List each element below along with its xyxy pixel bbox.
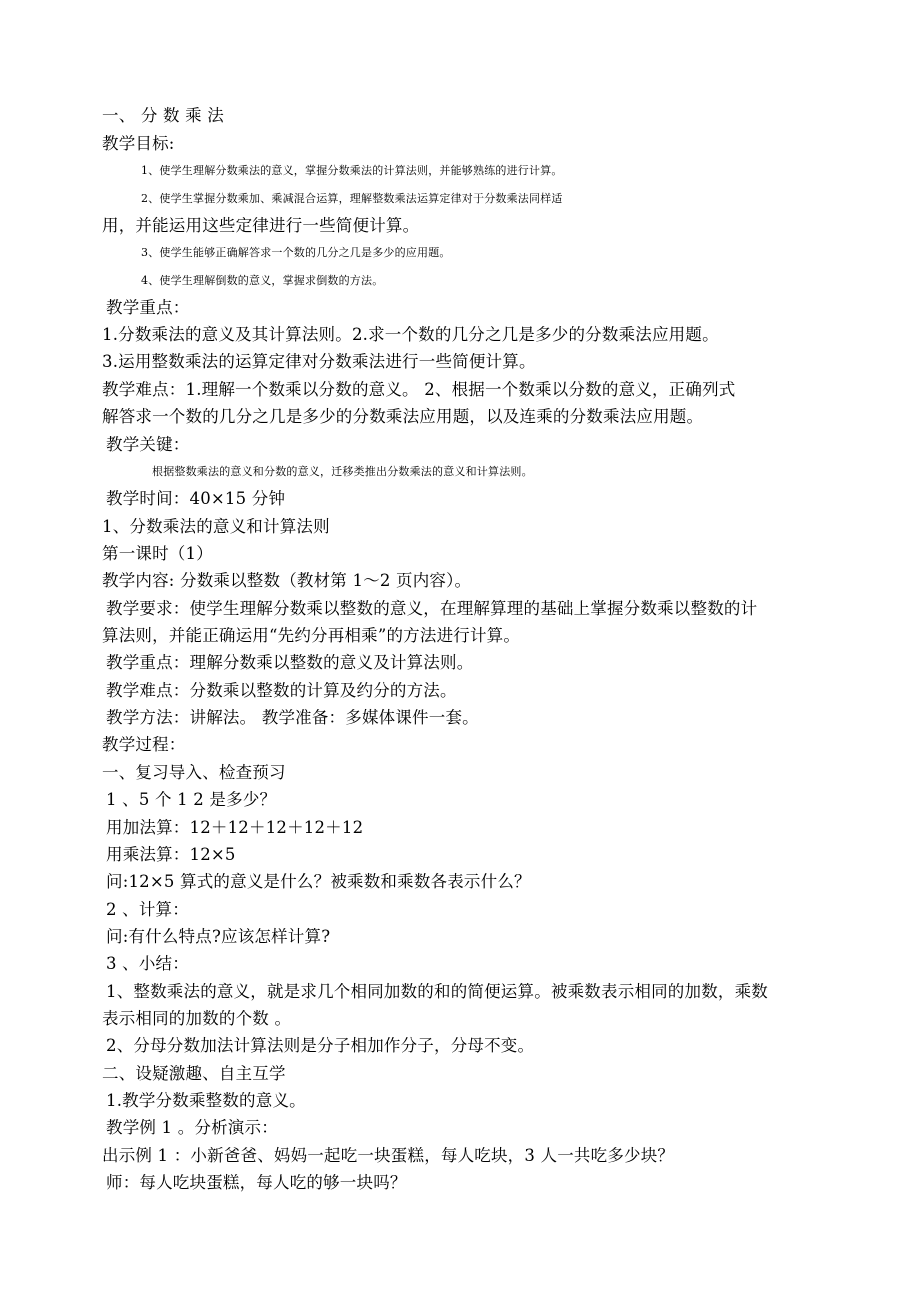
lesson-title: 第一课时（1） — [102, 544, 213, 563]
example-label: 教学例 1 。分析演示： — [106, 1118, 278, 1137]
lesson-key-points: 教学重点：理解分数乘以整数的意义及计算法则。 — [106, 653, 474, 672]
objective-2-continued: 用，并能运用这些定律进行一些简便计算。 — [102, 216, 420, 235]
example-1: 出示例 1 ：小新爸爸、妈妈一起吃一块蛋糕，每人吃块，3 人一共吃多少块？ — [102, 1146, 675, 1165]
review-question-1: 1 、5 个 1 2 是多少？ — [106, 790, 277, 809]
objective-4: 4、使学生理解倒数的意义，掌握求倒数的方法。 — [141, 274, 384, 287]
key-points-2: 3.运用整数乘法的运算定律对分数乘法进行一些简便计算。 — [102, 352, 536, 371]
key-text: 根据整数乘法的意义和分数的意义，迁移类推出分数乘法的意义和计算法则。 — [152, 465, 533, 478]
multiplication-method: 用乘法算：12×5 — [106, 845, 236, 864]
objective-2: 2、使学生掌握分数乘加、乘减混合运算，理解整数乘法运算定律对于分数乘法同样适 — [141, 192, 563, 205]
teaching-time: 教学时间：40×15 分钟 — [106, 489, 286, 508]
section-label-key: 教学关键： — [106, 435, 190, 454]
summary-1-continued: 表示相同的加数的个数 。 — [102, 1009, 292, 1028]
key-points-1: 1.分数乘法的意义及其计算法则。2.求一个数的几分之几是多少的分数乘法应用题。 — [102, 325, 719, 344]
question-meaning: 问:12×5 算式的意义是什么？被乘数和乘数各表示什么？ — [106, 872, 531, 891]
addition-method: 用加法算：12＋12＋12＋12＋12 — [106, 818, 364, 837]
teacher-question: 师：每人吃块蛋糕，每人吃的够一块吗？ — [106, 1173, 407, 1192]
lesson-difficulties: 教学难点：分数乘以整数的计算及约分的方法。 — [106, 681, 457, 700]
difficulties-continued: 解答求一个数的几分之几是多少的分数乘法应用题，以及连乘的分数乘法应用题。 — [102, 407, 704, 426]
objective-1: 1、使学生理解分数乘法的意义，掌握分数乘法的计算法则，并能够熟练的进行计算。 — [141, 164, 563, 177]
chapter-heading: 一、 分 数 乘 法 — [102, 106, 224, 125]
summary-2: 2、分母分数加法计算法则是分子相加作分子，分母不变。 — [106, 1036, 535, 1055]
part-one-heading: 一、复习导入、检查预习 — [102, 763, 286, 782]
objective-3: 3、使学生能够正确解答求一个数的几分之几是多少的应用题。 — [141, 246, 451, 259]
section-label-objectives: 教学目标: — [102, 134, 175, 153]
summary-1: 1、整数乘法的意义，就是求几个相同加数的和的简便运算。被乘数表示相同的加数，乘数 — [106, 982, 768, 1001]
review-question-2: 2 、计算： — [106, 900, 189, 919]
teaching-requirements-continued: 算法则，并能正确运用“先约分再相乘”的方法进行计算。 — [102, 626, 521, 645]
subsection-heading: 1、分数乘法的意义和计算法则 — [102, 517, 330, 536]
teaching-requirements: 教学要求：使学生理解分数乘以整数的意义，在理解算理的基础上掌握分数乘以整数的计 — [106, 599, 758, 618]
question-features: 问:有什么特点?应该怎样计算? — [106, 927, 331, 946]
teaching-method: 教学方法：讲解法。 教学准备：多媒体课件一套。 — [106, 708, 479, 727]
part-two-heading: 二、设疑激趣、自主互学 — [102, 1064, 286, 1083]
teaching-meaning: 1.教学分数乘整数的意义。 — [106, 1091, 306, 1110]
teaching-process-label: 教学过程： — [102, 735, 186, 754]
difficulties: 教学难点：1.理解一个数乘以分数的意义。 2、根据一个数乘以分数的意义，正确列式 — [102, 380, 736, 399]
section-label-key-points: 教学重点： — [106, 298, 190, 317]
teaching-content: 教学内容: 分数乘以整数（教材第 1～2 页内容）。 — [102, 571, 472, 590]
summary-label: 3 、小结： — [106, 954, 189, 973]
